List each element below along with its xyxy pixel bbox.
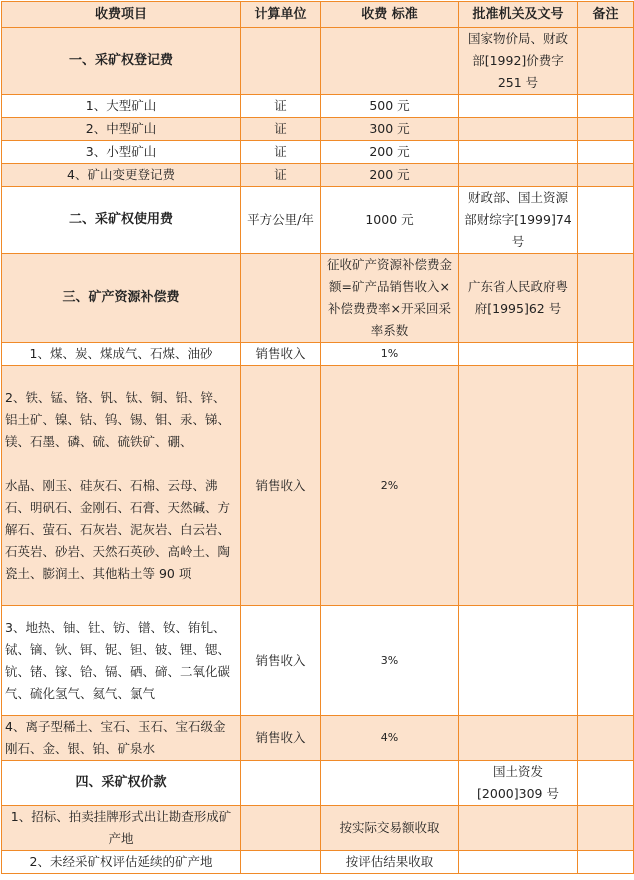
section-title: 四、采矿权价款 — [2, 761, 241, 806]
item-cell: 2、中型矿山 — [2, 118, 241, 141]
table-row — [2, 806, 634, 851]
unit-cell — [241, 806, 321, 851]
approval-cell: 财政部、国土资源部财综字[1999]74 号 — [459, 187, 578, 254]
unit-cell — [241, 761, 321, 806]
item-cell: 1、大型矿山 — [2, 95, 241, 118]
remark-cell — [578, 95, 634, 118]
approval-cell: 国家物价局、财政部[1992]价费字 251 号 — [459, 28, 578, 95]
remark-cell — [578, 851, 634, 874]
header-row — [2, 2, 634, 28]
approval-cell — [459, 118, 578, 141]
unit-cell: 销售收入 — [241, 343, 321, 366]
standard-cell — [321, 761, 459, 806]
section-row — [2, 187, 634, 254]
rate-cell: 4% — [321, 716, 459, 761]
unit-cell: 证 — [241, 164, 321, 187]
approval-cell — [459, 716, 578, 761]
unit-cell: 平方公里/年 — [241, 187, 321, 254]
table-row — [2, 95, 634, 118]
item-cell: 3、小型矿山 — [2, 141, 241, 164]
fee-table — [1, 1, 634, 874]
rate-cell: 3% — [321, 606, 459, 716]
approval-cell — [459, 366, 578, 606]
item-cell: 4、矿山变更登记费 — [2, 164, 241, 187]
unit-cell: 证 — [241, 141, 321, 164]
header-item: 收费项目 — [2, 2, 241, 28]
table-row — [2, 118, 634, 141]
header-approval: 批准机关及文号 — [459, 2, 578, 28]
item-cell: 3、地热、铀、钍、钫、镨、钕、铕钆、铽、镝、钬、铒、铌、钽、铍、锂、锶、钪、锗、镓、铪、镉、硒、碲、二氧化碳气、硫化氢气、氦气、氯气 — [2, 606, 241, 716]
standard-cell: 1000 元 — [321, 187, 459, 254]
item-cell: 1、招标、拍卖挂牌形式出让勘查形成矿产地 — [2, 806, 241, 851]
standard-cell: 按评估结果收取 — [321, 851, 459, 874]
approval-cell — [459, 606, 578, 716]
approval-cell — [459, 343, 578, 366]
standard-cell — [321, 28, 459, 95]
remark-cell — [578, 761, 634, 806]
table-row — [2, 164, 634, 187]
unit-cell: 证 — [241, 118, 321, 141]
header-standard: 收费 标准 — [321, 2, 459, 28]
item-text-nonmetals: 水晶、刚玉、硅灰石、石棉、云母、沸石、明矾石、金刚石、石膏、天然碱、方解石、萤石、石灰岩、泥灰岩、白云岩、石英岩、砂岩、天然石英砂、高岭土、陶瓷土、膨润土、其他粘土等 90 项 — [5, 477, 231, 581]
item-text-metals: 2、铁、锰、铬、钒、钛、铜、铅、锌、铝土矿、镍、钴、钨、锡、钼、汞、锑、镁、石墨、磷、硫、硫铁矿、硼、 — [5, 389, 231, 449]
approval-cell: 广东省人民政府粤府[1995]62 号 — [459, 254, 578, 343]
item-cell: 1、煤、炭、煤成气、石煤、油砂 — [2, 343, 241, 366]
standard-cell: 按实际交易额收取 — [321, 806, 459, 851]
standard-cell: 200 元 — [321, 164, 459, 187]
section-row — [2, 761, 634, 806]
remark-cell — [578, 806, 634, 851]
unit-cell: 销售收入 — [241, 366, 321, 606]
section-row — [2, 254, 634, 343]
remark-cell — [578, 164, 634, 187]
unit-cell — [241, 254, 321, 343]
approval-cell — [459, 141, 578, 164]
table-row — [2, 851, 634, 874]
unit-cell: 销售收入 — [241, 716, 321, 761]
approval-cell: 国土资发[2000]309 号 — [459, 761, 578, 806]
header-unit: 计算单位 — [241, 2, 321, 28]
remark-cell — [578, 343, 634, 366]
item-cell: 2、未经采矿权评估延续的矿产地 — [2, 851, 241, 874]
section-title: 一、采矿权登记费 — [2, 28, 241, 95]
approval-cell — [459, 806, 578, 851]
section-row — [2, 28, 634, 95]
table-row — [2, 606, 634, 716]
section-title: 二、采矿权使用费 — [2, 187, 241, 254]
section-title: 三、矿产资源补偿费 — [2, 254, 241, 343]
unit-cell — [241, 28, 321, 95]
remark-cell — [578, 28, 634, 95]
remark-cell — [578, 716, 634, 761]
approval-cell — [459, 95, 578, 118]
unit-cell: 销售收入 — [241, 606, 321, 716]
remark-cell — [578, 118, 634, 141]
standard-cell: 300 元 — [321, 118, 459, 141]
standard-cell: 征收矿产资源补偿费金额=矿产品销售收入×补偿费费率×开采回采率系数 — [321, 254, 459, 343]
header-remark: 备注 — [578, 2, 634, 28]
remark-cell — [578, 254, 634, 343]
rate-cell: 1% — [321, 343, 459, 366]
remark-cell — [578, 606, 634, 716]
standard-cell: 500 元 — [321, 95, 459, 118]
unit-cell: 证 — [241, 95, 321, 118]
remark-cell — [578, 141, 634, 164]
item-cell — [2, 366, 241, 606]
remark-cell — [578, 187, 634, 254]
approval-cell — [459, 164, 578, 187]
remark-cell — [578, 366, 634, 606]
approval-cell — [459, 851, 578, 874]
unit-cell — [241, 851, 321, 874]
item-cell: 4、离子型稀土、宝石、玉石、宝石级金刚石、金、银、铂、矿泉水 — [2, 716, 241, 761]
standard-cell: 200 元 — [321, 141, 459, 164]
table-row — [2, 366, 634, 606]
table-row — [2, 141, 634, 164]
table-row — [2, 716, 634, 761]
rate-cell: 2% — [321, 366, 459, 606]
table-row — [2, 343, 634, 366]
